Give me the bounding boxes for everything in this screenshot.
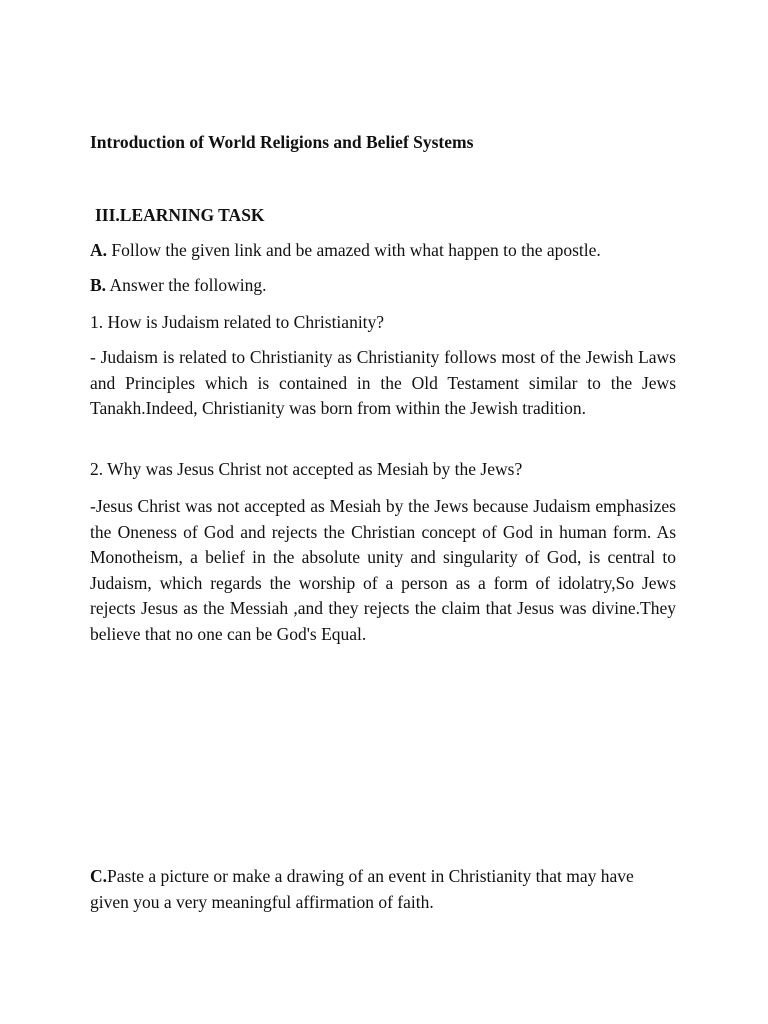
question-1: 1. How is Judaism related to Christianity?	[90, 312, 385, 332]
document-title: Introduction of World Religions and Belief Systems	[90, 132, 474, 152]
item-a-label: A.	[90, 240, 108, 260]
item-b-text: Answer the following.	[106, 275, 267, 295]
item-c	[90, 864, 676, 915]
item-b-label: B.	[90, 275, 107, 295]
section-heading: III.LEARNING TASK	[95, 205, 265, 225]
item-c-text: Paste a picture or make a drawing of an event in Christianity that may have given you a very meaningful affirmation of faith.	[90, 866, 634, 912]
item-b	[90, 273, 676, 299]
question-2: 2. Why was Jesus Christ not accepted as Mesiah by the Jews?	[90, 459, 523, 479]
item-c-label: C.	[90, 866, 108, 886]
item-a	[90, 238, 676, 264]
answer-1: - Judaism is related to Christianity as Christianity follows most of the Jewish Laws and Principles which is contained in the Old Testament similar to the Jews Tanakh.Indeed, Christianity was born from within the Jewish tradition.	[90, 347, 676, 418]
item-a-text: Follow the given link and be amazed with what happen to the apostle.	[107, 240, 601, 260]
answer-2: -Jesus Christ was not accepted as Mesiah by the Jews because Judaism emphasizes the Oneness of God and rejects the Christian concept of God in human form. As Monotheism, a belief in the absolute unity and singularity of God, is central to Judaism, which regards the worship of a person as a form of idolatry,So Jews rejects Jesus as the Messiah ,and they rejects the claim that Jesus was divine.They believe that no one can be God's Equal.	[90, 496, 676, 644]
